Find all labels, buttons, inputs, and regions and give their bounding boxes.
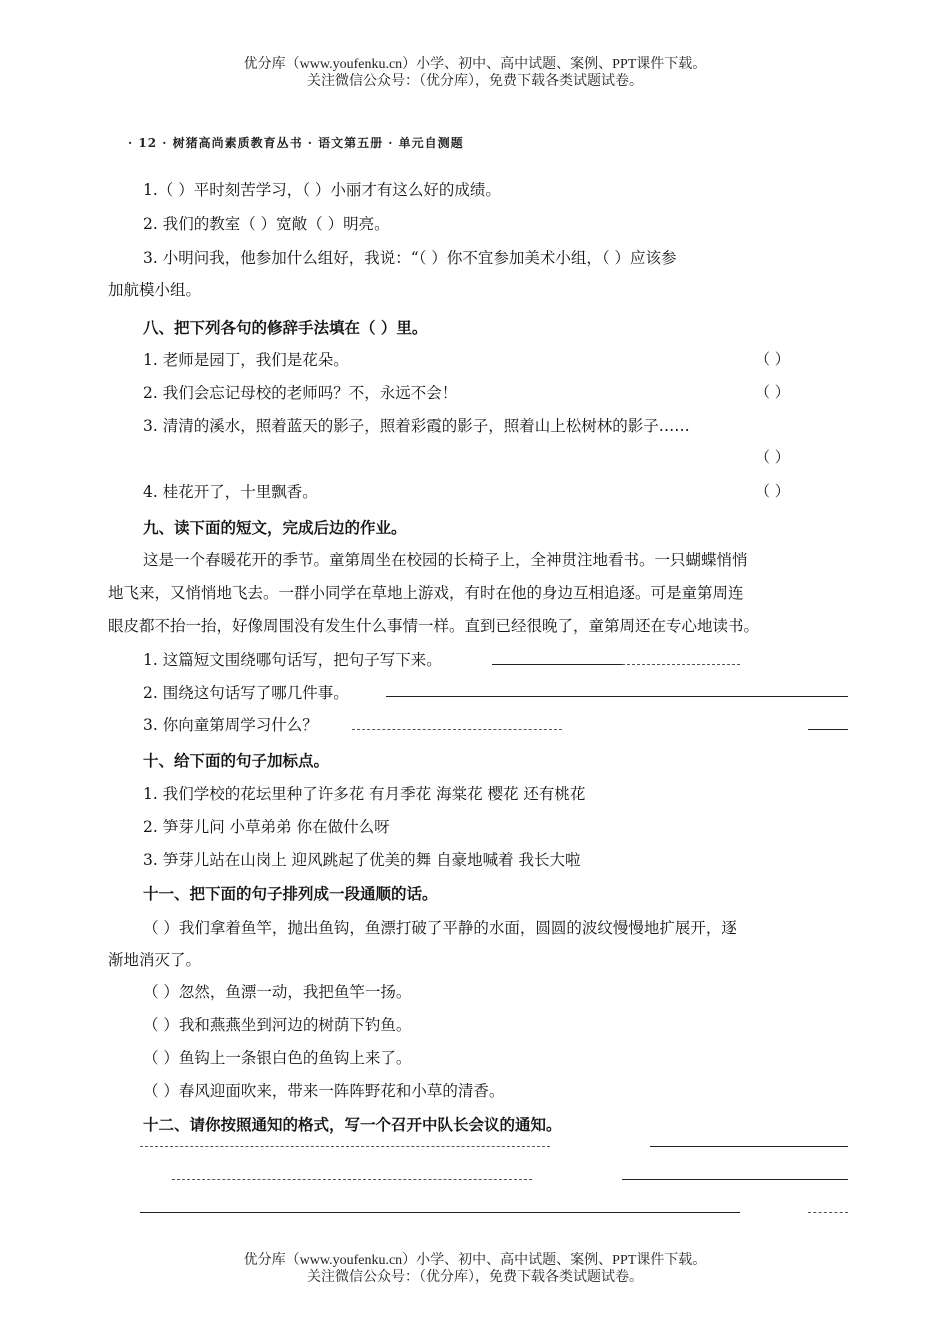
section-11-item-1-cont: 渐地消灭了。	[108, 951, 202, 969]
header-line-2: 关注微信公众号：（优分库），免费下载各类试题试卷。	[307, 74, 643, 89]
section-8-item-1: 1. 老师是园丁，我们是花朵。	[143, 351, 349, 369]
footer-line-2: 关注微信公众号：（优分库），免费下载各类试题试卷。	[307, 1270, 643, 1285]
section-11-item-5: （ ）春风迎面吹来，带来一阵阵野花和小草的清香。	[143, 1082, 505, 1100]
footer-line-1: 优分库（www.youfenku.cn）小学、初中、高中试题、案例、PPT课件下载。	[243, 1253, 707, 1268]
writing-line-2-a[interactable]	[172, 1179, 532, 1180]
section-9-question-1: 1. 这篇短文围绕哪句话写，把句子写下来。	[143, 651, 442, 669]
passage-line-1: 这是一个春暖花开的季节。童第周坐在校园的长椅子上，全神贯注地看书。一只蝴蝶悄悄	[143, 551, 748, 569]
section-10-item-3: 3. 笋芽儿站在山岗上 迎风跳起了优美的舞 自豪地喊着 我长大啦	[143, 851, 581, 869]
section-11-item-4: （ ）鱼钩上一条银白色的鱼钩上来了。	[143, 1049, 412, 1067]
section-8-item-2: 2. 我们会忘记母校的老师吗？不，永远不会！	[143, 384, 458, 402]
section-8-item-3: 3. 清清的溪水，照着蓝天的影子，照着彩霞的影子，照着山上松树林的影子……	[143, 417, 690, 435]
section-11-title: 十一、把下面的句子排列成一段通顺的话。	[143, 884, 438, 903]
answer-paren-8-4: （ ）	[755, 482, 790, 500]
page-header	[0, 56, 950, 90]
page-footer	[0, 1252, 950, 1286]
fill-in-q2: 2. 我们的教室（ ）宽敞（ ）明亮。	[143, 215, 390, 233]
header-line-1: 优分库（www.youfenku.cn）小学、初中、高中试题、案例、PPT课件下载。	[243, 57, 707, 72]
section-11-item-2: （ ）忽然，鱼漂一动，我把鱼竿一扬。	[143, 983, 412, 1001]
answer-paren-8-2: （ ）	[755, 383, 790, 401]
section-10-item-1: 1. 我们学校的花坛里种了许多花 有月季花 海棠花 樱花 还有桃花	[143, 785, 586, 803]
writing-line-1-a[interactable]	[140, 1146, 550, 1147]
section-11-item-3: （ ）我和燕燕坐到河边的树荫下钓鱼。	[143, 1016, 412, 1034]
answer-line-9-2[interactable]	[386, 696, 848, 697]
section-8-item-4: 4. 桂花开了，十里飘香。	[143, 483, 318, 501]
section-8-title: 八、把下列各句的修辞手法填在（ ）里。	[143, 318, 428, 337]
answer-line-9-1-faint	[622, 664, 740, 665]
writing-line-1-b[interactable]	[650, 1146, 848, 1147]
answer-line-9-1[interactable]	[492, 664, 622, 665]
answer-paren-8-3: （ ）	[755, 448, 790, 466]
section-9-question-2: 2. 围绕这句话写了哪几件事。	[143, 684, 349, 702]
section-12-title: 十二、请你按照通知的格式，写一个召开中队长会议的通知。	[143, 1115, 562, 1134]
section-10-item-2: 2. 笋芽儿问 小草弟弟 你在做什么呀	[143, 818, 390, 836]
fill-in-q3-b: 加航模小组。	[108, 281, 202, 299]
running-head: · 12 · 树猪高尚素质教育丛书 · 语文第五册 · 单元自测题	[128, 136, 464, 150]
answer-line-9-3[interactable]	[352, 729, 562, 730]
fill-in-q3-a: 3. 小明问我，他参加什么组好，我说：“（ ）你不宜参加美术小组，（ ）应该参	[143, 249, 677, 267]
section-9-title: 九、读下面的短文，完成后边的作业。	[143, 518, 407, 537]
fill-in-q1: 1.（ ）平时刻苦学习，（ ）小丽才有这么好的成绩。	[143, 181, 501, 199]
answer-line-9-3-end	[808, 729, 848, 730]
writing-line-2-b[interactable]	[622, 1179, 848, 1180]
passage-line-3: 眼皮都不抬一抬，好像周围没有发生什么事情一样。直到已经很晚了，童第周还在专心地读书。	[108, 617, 760, 635]
section-10-title: 十、给下面的句子加标点。	[143, 751, 330, 770]
section-9-question-3: 3. 你向童第周学习什么？	[143, 716, 318, 734]
passage-line-2: 地飞来，又悄悄地飞去。一群小同学在草地上游戏，有时在他的身边互相追逐。可是童第周连	[108, 584, 744, 602]
answer-paren-8-1: （ ）	[755, 350, 790, 368]
section-11-item-1: （ ）我们拿着鱼竿，抛出鱼钩，鱼漂打破了平静的水面，圆圆的波纹慢慢地扩展开，逐	[143, 919, 737, 937]
writing-line-3-b	[808, 1212, 848, 1213]
writing-line-3-a[interactable]	[140, 1212, 740, 1213]
